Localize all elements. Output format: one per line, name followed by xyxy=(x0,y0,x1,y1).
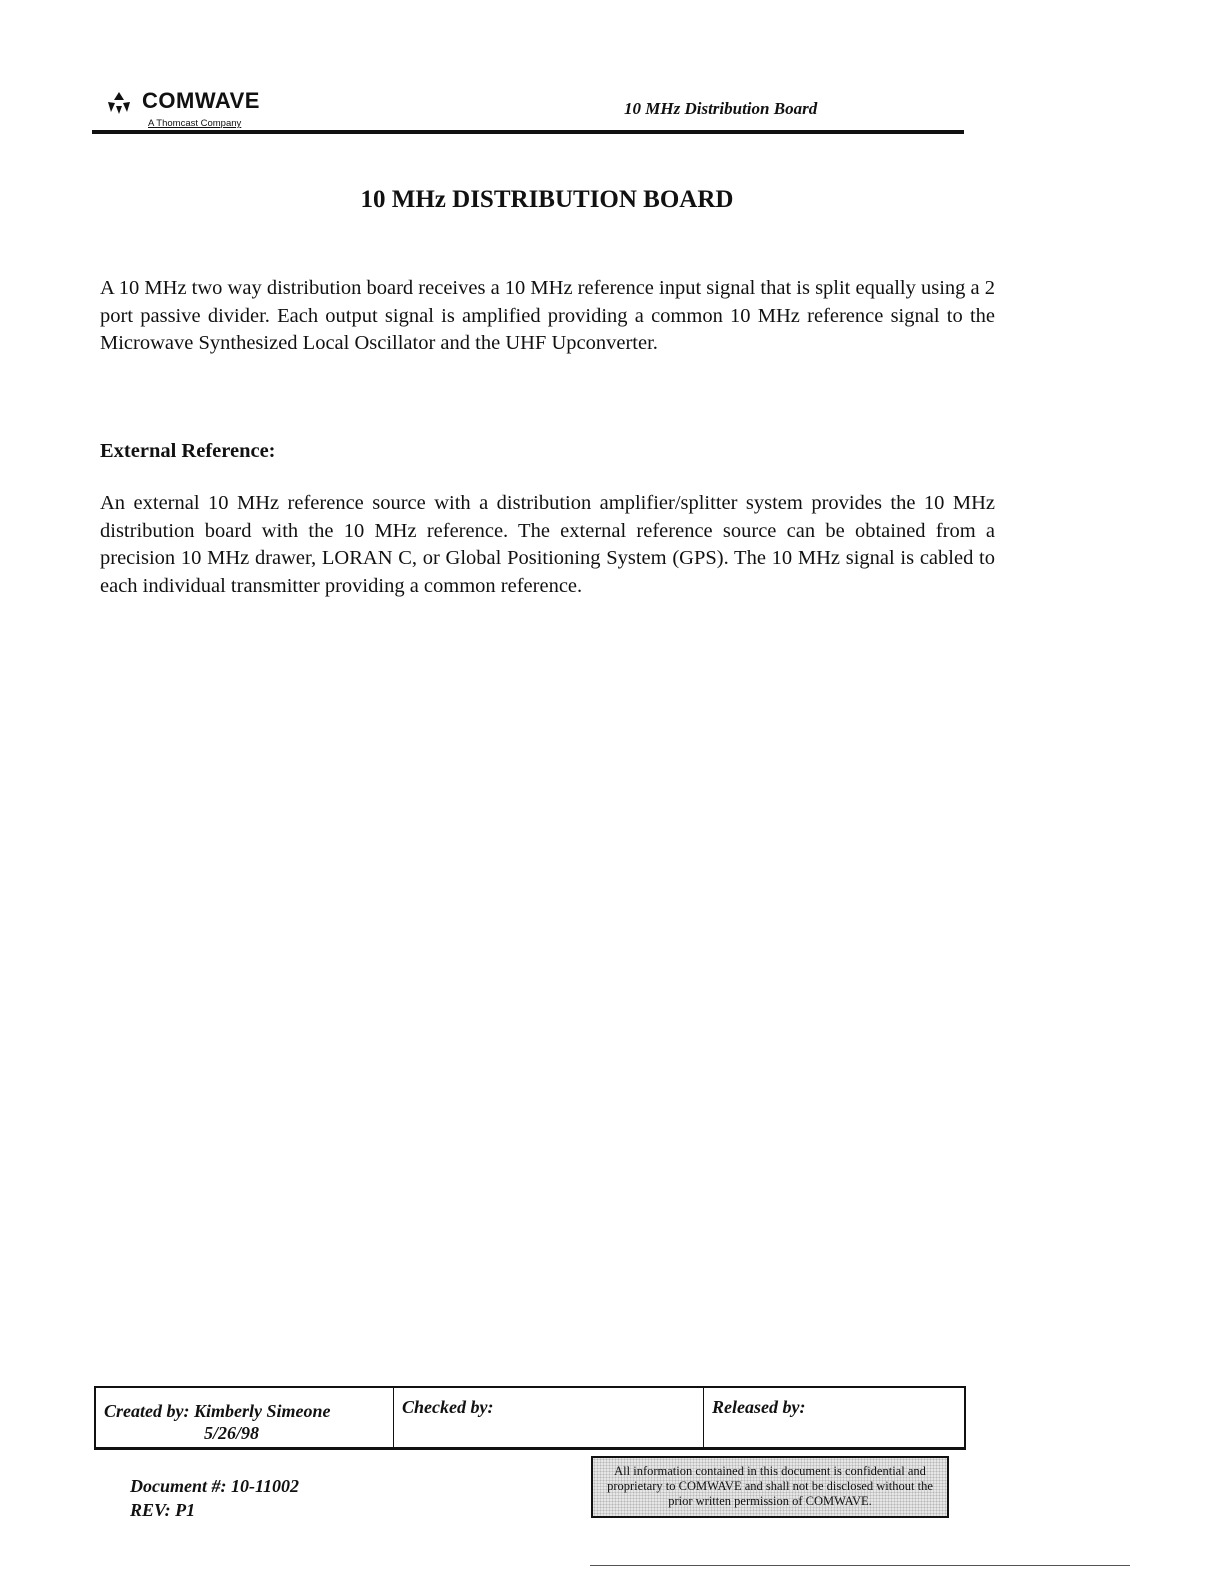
released-by-label: Released by: xyxy=(712,1397,806,1417)
confidentiality-notice: All information contained in this document is confidential and proprietary to COMWAVE and shall not be disclosed without the prior written permission of COMWAVE. xyxy=(607,1464,933,1508)
intro-paragraph: A 10 MHz two way distribution board receives a 10 MHz reference input signal that is split equally using a 2 port passive divider. Each output signal is amplified providing a common 10 MHz reference signal to the Microwave Synthesized Local Oscillator and the UHF Upconverter. xyxy=(100,277,995,355)
created-by-cell xyxy=(96,1388,394,1447)
company-logo xyxy=(104,86,284,134)
checked-by-label: Checked by: xyxy=(402,1397,494,1417)
document-meta xyxy=(130,1474,299,1522)
revision: REV: P1 xyxy=(130,1500,196,1520)
confidentiality-notice-box xyxy=(591,1456,949,1518)
header-divider xyxy=(92,130,964,134)
company-name: COMWAVE xyxy=(142,88,260,113)
signoff-table xyxy=(94,1386,966,1450)
document-title: 10 MHz DISTRIBUTION BOARD xyxy=(360,186,734,213)
document-number: Document #: 10-11002 xyxy=(130,1476,299,1496)
section-heading: External Reference: xyxy=(100,440,276,462)
company-tagline: A Thomcast Company xyxy=(148,118,242,129)
released-by-cell xyxy=(704,1388,964,1447)
created-date: 5/26/98 xyxy=(204,1423,260,1443)
bottom-divider xyxy=(590,1565,1130,1566)
created-by-label: Created by: Kimberly Simeone xyxy=(104,1401,331,1421)
comwave-logo-icon xyxy=(104,90,134,116)
external-reference-paragraph: An external 10 MHz reference source with a distribution amplifier/splitter system provides the 10 MHz distribution board with the 10 MHz reference. The external reference source can be obtained from a precision 10 MHz drawer, LORAN C, or Global Positioning System (GPS). The 10 MHz signal is cabled to each individual transmitter providing a common reference. xyxy=(100,492,995,597)
running-header-title: 10 MHz Distribution Board xyxy=(624,99,818,118)
checked-by-cell xyxy=(394,1388,704,1447)
